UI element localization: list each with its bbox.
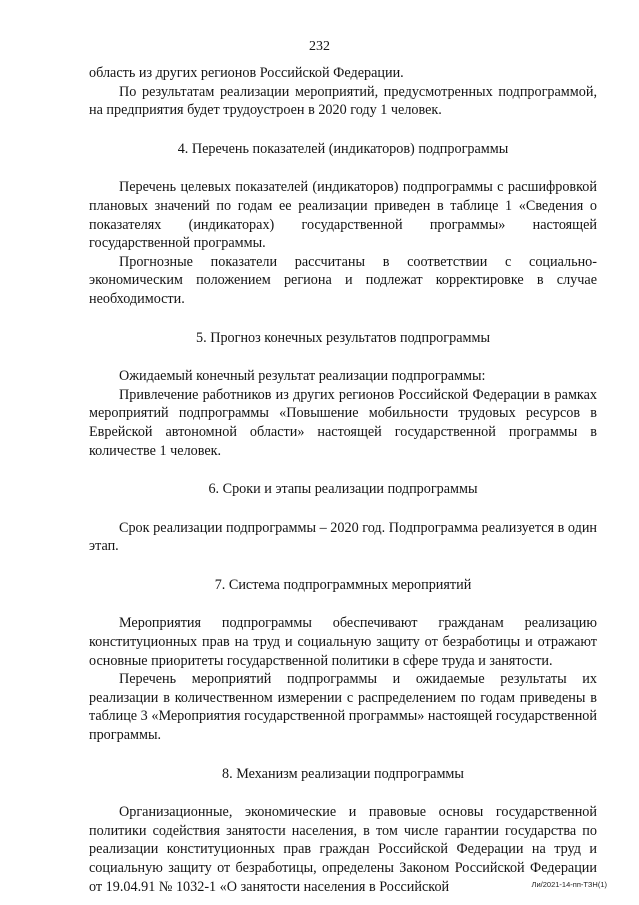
paragraph: область из других регионов Российской Федерации.	[89, 65, 404, 81]
section-heading: 7. Система подпрограммных мероприятий	[214, 576, 472, 593]
section-heading: 5. Прогноз конечных результатов подпрограммы	[196, 329, 490, 346]
section-heading: 6. Сроки и этапы реализации подпрограммы	[208, 481, 478, 498]
page-number: 232	[309, 39, 330, 54]
section-heading: 4. Перечень показателей (индикаторов) подпрограммы	[177, 140, 509, 157]
paragraph: Ожидаемый конечный результат реализации подпрограммы:	[119, 368, 486, 385]
paragraph: Привлечение работников из других регионов Российской Федерации в рамках мероприятий подпрограммы «Повышение мобильности трудовых ресурсов в Еврейской автономной области» настоящей государственной программы в количестве 1 человек.	[89, 386, 597, 459]
paragraph: Срок реализации подпрограммы – 2020 год. Подпрограмма реализуется в один этап.	[89, 519, 597, 555]
document-code: Ли/2021-14-пп-ТЗН(1)	[531, 880, 607, 889]
paragraph: Прогнозные показатели рассчитаны в соответствии с социально-экономическим положением региона и подлежат корректировке в случае необходимости.	[89, 253, 597, 307]
document-body	[89, 64, 597, 896]
paragraph: По результатам реализации мероприятий, предусмотренных подпрограммой, на предприятия будет трудоустроен в 2020 году 1 человек.	[89, 83, 597, 119]
paragraph: Организационные, экономические и правовые основы государственной политики содействия занятости населения, в том числе гарантии государства по реализации конституционных прав граждан Российской Федерации на труд и социальную защиту от безработицы, определены Законом Российской Федерации от 19.04.91 № 1032-1 «О занятости населения в Российской	[89, 804, 597, 895]
paragraph: Перечень целевых показателей (индикаторов) подпрограммы с расшифровкой плановых значений по годам ее реализации приведен в таблице 1 «Сведения о показателях (индикаторах) государственной программы» настоящей государственной программы.	[89, 179, 597, 252]
paragraph: Мероприятия подпрограммы обеспечивают гражданам реализацию конституционных прав на труд и социальную защиту от безработицы и отражают основные приоритеты государственной политики в сфере труда и занятости.	[89, 615, 597, 669]
section-heading: 8. Механизм реализации подпрограммы	[222, 765, 464, 782]
paragraph: Перечень мероприятий подпрограммы и ожидаемые результаты их реализации в количественном измерении с распределением по годам приведены в таблице 3 «Мероприятия государственной программы» настоящей государственной программы.	[89, 671, 597, 744]
